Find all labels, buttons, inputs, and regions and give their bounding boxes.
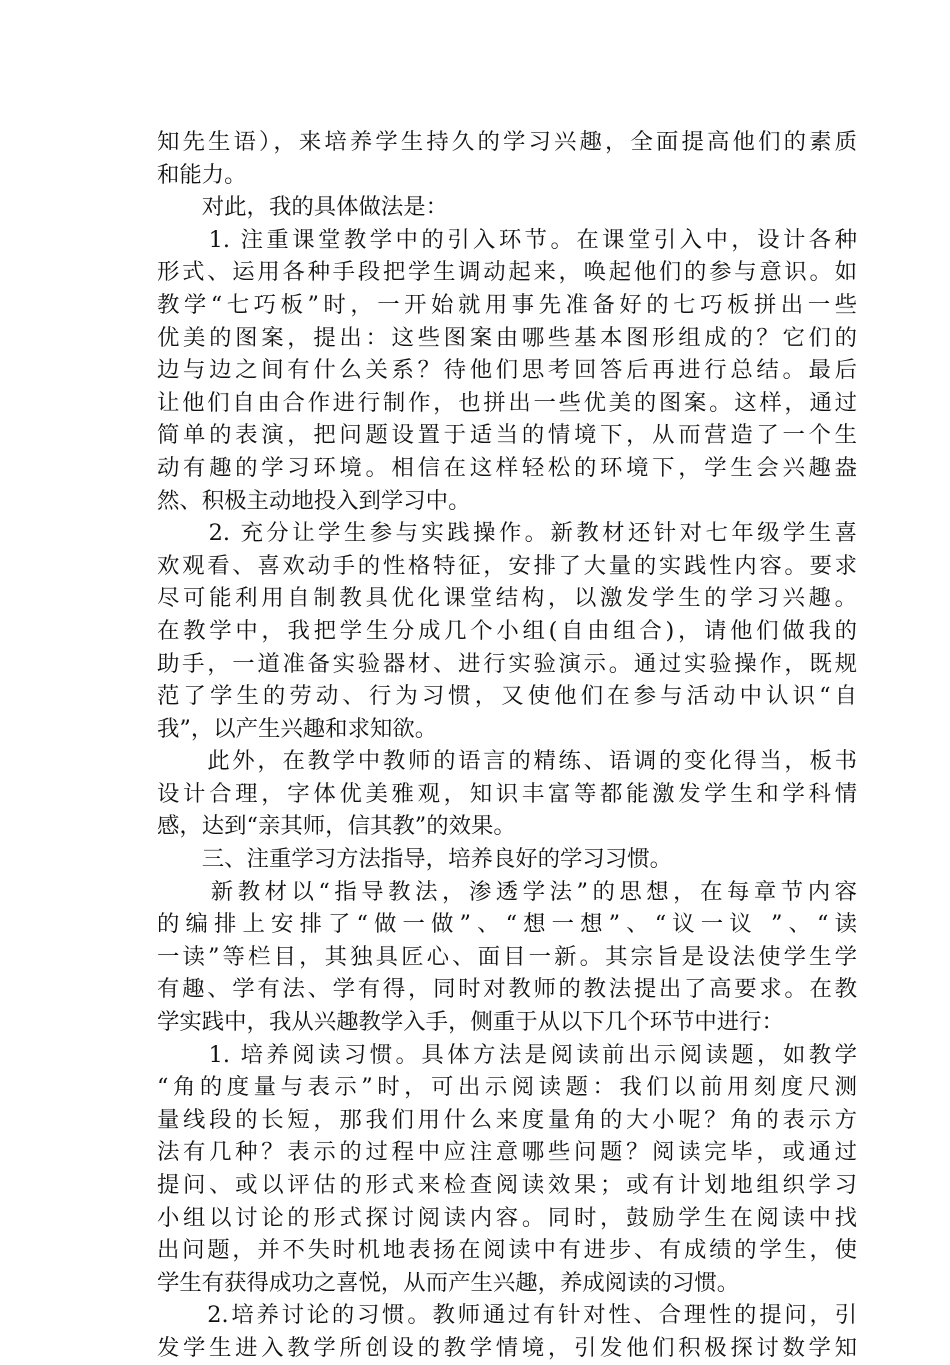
text-line: 欢观看、喜欢动手的性格特征，安排了大量的实践性内容。要求 [157,552,857,579]
text-line: 优美的图案，提出：这些图案由哪些基本图形组成的？它们的 [157,324,857,351]
text-line: 新教材以“指导教法，渗透学法”的思想，在每章节内容 [157,878,857,905]
body-text [157,126,857,1365]
text-line: 让他们自由合作进行制作，也拼出一些优美的图案。这样，通过 [157,389,857,416]
text-line: 范了学生的劳动、行为习惯，又使他们在参与活动中认识“自 [157,683,857,710]
text-line: “角的度量与表示”时，可出示阅读题：我们以前用刻度尺测 [157,1074,857,1101]
text-line: 在教学中，我把学生分成几个小组(自由组合)，请他们做我的 [157,617,857,644]
text-line: 三、注重学习方法指导，培养良好的学习习惯。 [157,846,672,873]
text-line: 1. 注重课堂教学中的引入环节。在课堂引入中，设计各种 [157,226,857,253]
text-line: 出问题，并不失时机地表扬在阅读中有进步、有成绩的学生，使 [157,1237,857,1264]
text-line: 尽可能利用自制教具优化课堂结构，以激发学生的学习兴趣。 [157,585,857,612]
text-line: 学实践中，我从兴趣教学入手，侧重于从以下几个环节中进行： [157,1009,784,1036]
text-line: 边与边之间有什么关系？待他们思考回答后再进行总结。最后 [157,357,857,384]
text-line: 提问、或以评估的形式来检查阅读效果；或有计划地组织学习 [157,1172,857,1198]
text-line: 一读”等栏目，其独具匠心、面目一新。其宗旨是设法使学生学 [157,943,857,970]
text-line: 和能力。 [157,161,247,188]
text-line: 2.培养讨论的习惯。教师通过有针对性、合理性的提问，引 [157,1302,857,1329]
text-line: 形式、运用各种手段把学生调动起来，唤起他们的参与意识。如 [157,259,857,286]
text-line: 简单的表演，把问题设置于适当的情境下，从而营造了一个生 [157,422,857,449]
text-line: 有趣、学有法、学有得，同时对教师的教法提出了高要求。在教 [157,976,857,1003]
text-line: 学生有获得成功之喜悦，从而产生兴趣，养成阅读的习惯。 [157,1269,740,1296]
text-line: 动有趣的学习环境。相信在这样轻松的环境下，学生会兴趣盎 [157,454,857,481]
text-line: 小组以讨论的形式探讨阅读内容。同时，鼓励学生在阅读中找 [157,1204,857,1231]
text-line: 我”，以产生兴趣和求知欲。 [157,715,438,742]
text-line: 设计合理，字体优美雅观，知识丰富等都能激发学生和学科情 [157,780,857,807]
text-line: 感，达到“亲其师，信其教”的效果。 [157,813,516,840]
text-line: 助手，一道准备实验器材、进行实验演示。通过实验操作，既规 [157,650,857,677]
text-line: 知先生语），来培养学生持久的学习兴趣，全面提高他们的素质 [157,129,857,155]
text-line: 教学“七巧板”时，一开始就用事先准备好的七巧板拼出一些 [157,291,857,318]
text-line: 1. 培养阅读习惯。具体方法是阅读前出示阅读题，如教学 [157,1041,857,1068]
text-line: 法有几种？表示的过程中应注意哪些问题？阅读完毕，或通过 [157,1139,857,1166]
text-line: 然、积极主动地投入到学习中。 [157,487,471,514]
text-line: 发学生进入教学所创设的教学情境，引发他们积极探讨数学知 [157,1334,857,1361]
text-line: 量线段的长短，那我们用什么来度量角的大小呢？角的表示方 [157,1106,857,1133]
text-line: 此外，在教学中教师的语言的精练、语调的变化得当，板书 [157,748,857,775]
text-line: 2. 充分让学生参与实践操作。新教材还针对七年级学生喜 [157,520,857,547]
text-line: 的编排上安排了“做一做”、“想一想”、“议一议 ”、“读 [157,911,857,938]
text-line: 对此，我的具体做法是： [157,194,449,221]
